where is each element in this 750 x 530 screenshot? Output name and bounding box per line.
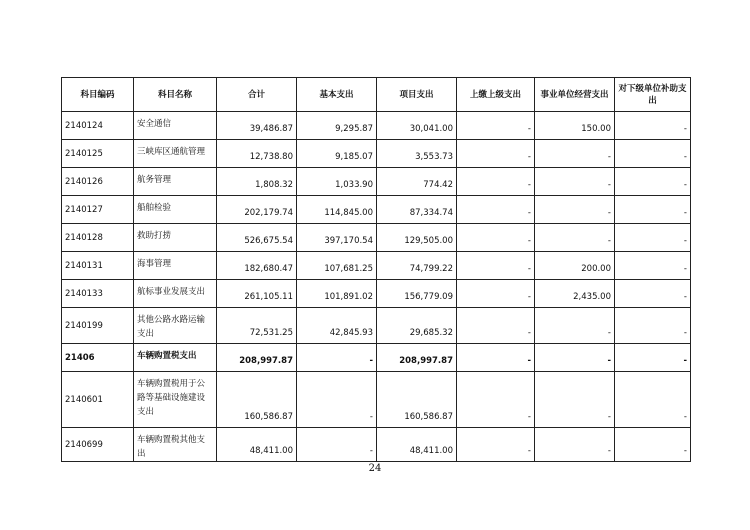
cell-name: 车辆购置税支出 <box>134 344 217 372</box>
cell-total: 1,808.32 <box>217 168 297 196</box>
cell-project: 30,041.00 <box>377 112 457 140</box>
cell-code: 2140199 <box>62 308 134 344</box>
cell-remit: - <box>457 428 535 462</box>
cell-remit: - <box>457 224 535 252</box>
cell-basic: - <box>297 344 377 372</box>
header-basic: 基本支出 <box>297 78 377 112</box>
header-total: 合计 <box>217 78 297 112</box>
cell-code: 2140699 <box>62 428 134 462</box>
cell-code: 2140601 <box>62 372 134 428</box>
cell-total: 39,486.87 <box>217 112 297 140</box>
cell-remit: - <box>457 344 535 372</box>
cell-code: 2140127 <box>62 196 134 224</box>
cell-code: 2140133 <box>62 280 134 308</box>
expenditure-table <box>61 77 691 462</box>
cell-basic: 9,185.07 <box>297 140 377 168</box>
table-body <box>62 112 691 462</box>
cell-name: 三峡库区通航管理 <box>134 140 217 168</box>
cell-remit: - <box>457 308 535 344</box>
cell-project: 74,799.22 <box>377 252 457 280</box>
cell-project: 156,779.09 <box>377 280 457 308</box>
cell-business: - <box>535 308 615 344</box>
header-subsidy: 对下级单位补助支出 <box>615 78 691 112</box>
table-row <box>62 112 691 140</box>
page-number: 24 <box>368 463 382 474</box>
cell-business: 150.00 <box>535 112 615 140</box>
cell-business: - <box>535 224 615 252</box>
cell-total: 12,738.80 <box>217 140 297 168</box>
cell-project: 29,685.32 <box>377 308 457 344</box>
cell-subsidy: - <box>615 344 691 372</box>
cell-code: 2140125 <box>62 140 134 168</box>
cell-total: 182,680.47 <box>217 252 297 280</box>
cell-name: 其他公路水路运输支出 <box>134 308 217 344</box>
cell-name: 船舶检验 <box>134 196 217 224</box>
cell-total: 208,997.87 <box>217 344 297 372</box>
cell-name: 航标事业发展支出 <box>134 280 217 308</box>
cell-basic: 42,845.93 <box>297 308 377 344</box>
cell-project: 774.42 <box>377 168 457 196</box>
cell-code: 2140124 <box>62 112 134 140</box>
cell-remit: - <box>457 112 535 140</box>
header-name: 科目名称 <box>134 78 217 112</box>
cell-subsidy: - <box>615 428 691 462</box>
table-row <box>62 168 691 196</box>
cell-basic: - <box>297 372 377 428</box>
cell-code: 2140128 <box>62 224 134 252</box>
table-row <box>62 428 691 462</box>
cell-subsidy: - <box>615 168 691 196</box>
cell-basic: 1,033.90 <box>297 168 377 196</box>
table-row <box>62 140 691 168</box>
cell-name: 救助打捞 <box>134 224 217 252</box>
header-business: 事业单位经营支出 <box>535 78 615 112</box>
cell-total: 526,675.54 <box>217 224 297 252</box>
cell-business: - <box>535 372 615 428</box>
cell-code: 2140126 <box>62 168 134 196</box>
cell-project: 208,997.87 <box>377 344 457 372</box>
cell-remit: - <box>457 168 535 196</box>
cell-basic: 107,681.25 <box>297 252 377 280</box>
cell-business: - <box>535 196 615 224</box>
cell-name: 安全通信 <box>134 112 217 140</box>
header-row <box>62 78 691 112</box>
cell-subsidy: - <box>615 280 691 308</box>
table-row <box>62 344 691 372</box>
cell-basic: 101,891.02 <box>297 280 377 308</box>
cell-project: 129,505.00 <box>377 224 457 252</box>
cell-name: 车辆购置税用于公路等基础设施建设支出 <box>134 372 217 428</box>
cell-business: 200.00 <box>535 252 615 280</box>
cell-subsidy: - <box>615 140 691 168</box>
cell-business: - <box>535 428 615 462</box>
cell-project: 48,411.00 <box>377 428 457 462</box>
cell-code: 2140131 <box>62 252 134 280</box>
cell-name: 航务管理 <box>134 168 217 196</box>
cell-name: 车辆购置税其他支出 <box>134 428 217 462</box>
cell-basic: 9,295.87 <box>297 112 377 140</box>
cell-project: 87,334.74 <box>377 196 457 224</box>
cell-business: - <box>535 140 615 168</box>
cell-name: 海事管理 <box>134 252 217 280</box>
header-project: 项目支出 <box>377 78 457 112</box>
cell-project: 3,553.73 <box>377 140 457 168</box>
cell-business: - <box>535 344 615 372</box>
table-row <box>62 372 691 428</box>
cell-total: 160,586.87 <box>217 372 297 428</box>
cell-basic: 397,170.54 <box>297 224 377 252</box>
cell-remit: - <box>457 372 535 428</box>
cell-total: 48,411.00 <box>217 428 297 462</box>
header-remit: 上缴上级支出 <box>457 78 535 112</box>
table-row <box>62 224 691 252</box>
cell-remit: - <box>457 196 535 224</box>
cell-code: 21406 <box>62 344 134 372</box>
table-row <box>62 252 691 280</box>
cell-subsidy: - <box>615 224 691 252</box>
cell-subsidy: - <box>615 252 691 280</box>
cell-subsidy: - <box>615 196 691 224</box>
cell-remit: - <box>457 140 535 168</box>
table-row <box>62 196 691 224</box>
cell-basic: 114,845.00 <box>297 196 377 224</box>
cell-project: 160,586.87 <box>377 372 457 428</box>
cell-total: 72,531.25 <box>217 308 297 344</box>
cell-business: - <box>535 168 615 196</box>
cell-remit: - <box>457 280 535 308</box>
cell-total: 202,179.74 <box>217 196 297 224</box>
table-row <box>62 280 691 308</box>
table-row <box>62 308 691 344</box>
cell-remit: - <box>457 252 535 280</box>
cell-basic: - <box>297 428 377 462</box>
cell-total: 261,105.11 <box>217 280 297 308</box>
cell-business: 2,435.00 <box>535 280 615 308</box>
header-code: 科目编码 <box>62 78 134 112</box>
cell-subsidy: - <box>615 308 691 344</box>
cell-subsidy: - <box>615 372 691 428</box>
cell-subsidy: - <box>615 112 691 140</box>
